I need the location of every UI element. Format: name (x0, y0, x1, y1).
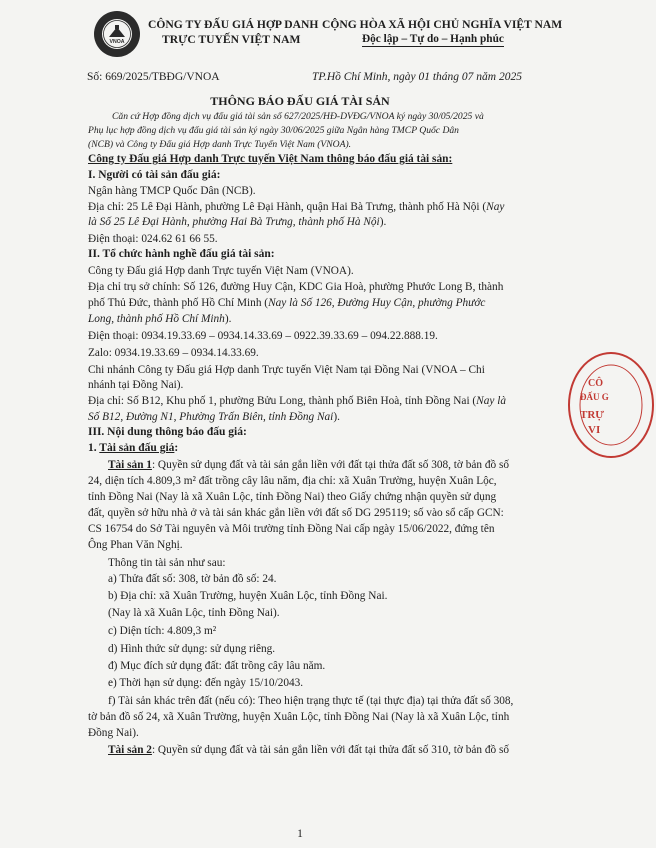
asset1-item-b-note: (Nay là xã Xuân Lộc, tỉnh Đồng Nai). (108, 607, 280, 619)
asset1-line4: đất, quyền sở hữu nhà ở và tài sản khác gắn liền với đất số DG 295119; số vào sổ cấp GCN: (88, 507, 504, 519)
intro-statement: Công ty Đấu giá Hợp danh Trực tuyến Việt Nam thông báo đấu giá tài sản: (88, 153, 453, 165)
owner-name: Ngân hàng TMCP Quốc Dân (NCB). (88, 185, 256, 197)
stamp-text: CÔ (588, 378, 603, 389)
asset1-item-d: d) Hình thức sử dụng: sử dụng riêng. (108, 643, 276, 655)
asset1-item-a: a) Thửa đất số: 308, tờ bản đồ số: 24. (108, 573, 277, 585)
asset1-info-heading: Thông tin tài sản như sau: (108, 557, 226, 569)
asset1-line3: tỉnh Đồng Nai (Nay là xã Xuân Lộc, tỉnh Đồng Nai) theo Giấy chứng nhận quyền sử dụng (88, 491, 497, 503)
company-logo (93, 10, 141, 58)
owner-phone: Điện thoại: 024.62 61 66 55. (88, 233, 218, 245)
section-heading-content: III. Nội dung thông báo đấu giá: (88, 426, 247, 438)
place-date: TP.Hồ Chí Minh, ngày 01 tháng 07 năm 2025 (312, 71, 522, 83)
asset1-line2: 24, diện tích 4.809,3 m² đất trồng cây lâu năm, địa chỉ: xã Xuân Trường, huyện Xuân Lộc, (88, 475, 497, 487)
owner-address-line1: Địa chỉ: 25 Lê Đại Hành, phường Lê Đại Hành, quận Hai Bà Trưng, thành phố Hà Nội (Nay (88, 201, 505, 213)
asset1-line6: Ông Phan Văn Nghị. (88, 539, 183, 551)
preamble-line: Căn cứ Hợp đồng dịch vụ đấu giá tài sản số 627/2025/HĐ-DVĐG/VNOA ký ngày 30/05/2025 và (112, 111, 484, 122)
asset1-item-f-line3: Đồng Nai). (88, 727, 139, 739)
org-address-line2: phố Thủ Đức, thành phố Hồ Chí Minh (Nay là Số 126, Đường Huy Cận, phường Phước (88, 297, 486, 309)
stamp-text: ĐẤU G (580, 392, 609, 402)
asset2-line1: Tài sản 2: Quyền sử dụng đất và tài sản gắn liền với đất tại thửa đất số 310, tờ bản đồ số (108, 744, 510, 756)
asset1-item-dd: đ) Mục đích sử dụng đất: đất trồng cây lâu năm. (108, 660, 326, 672)
asset1-item-f-line1: f) Tài sản khác trên đất (nếu có): Theo hiện trạng thực tế (tại thực địa) tại thửa đất số 308, (108, 695, 514, 707)
asset1-item-f-line2: tờ bản đồ số 24, xã Xuân Trường, huyện Xuân Lộc, tỉnh Đồng Nai (Nay là xã Xuân Lộc, tỉnh (88, 711, 510, 723)
branch-name-line1: Chi nhánh Công ty Đấu giá Hợp danh Trực tuyến Việt Nam tại Đồng Nai (VNOA – Chi (88, 364, 485, 376)
company-name-line2: TRỰC TUYẾN VIỆT NAM (162, 33, 301, 46)
branch-name-line2: nhánh tại Đồng Nai). (88, 379, 184, 391)
page-number: 1 (297, 828, 303, 840)
asset1-line5: CS 16754 do Sở Tài nguyên và Môi trường tỉnh Đồng Nai cấp ngày 15/06/2022, đứng tên (88, 523, 495, 535)
asset1-item-b: b) Địa chỉ: xã Xuân Trường, huyện Xuân Lộc, tỉnh Đồng Nai. (108, 590, 388, 602)
section-heading-owner: I. Người có tài sản đấu giá: (88, 169, 221, 181)
country-name: CỘNG HÒA XÃ HỘI CHỦ NGHĨA VIỆT NAM (322, 18, 563, 31)
asset1-item-c: c) Diện tích: 4.809,3 m² (108, 625, 217, 637)
org-phone: Điện thoại: 0934.19.33.69 – 0934.14.33.69 – 0922.39.33.69 – 094.22.888.19. (88, 330, 438, 342)
preamble-line: (NCB) và Công ty Đấu giá Hợp danh Trực Tuyến Việt Nam (VNOA). (88, 139, 352, 150)
org-address-line1: Địa chỉ trụ sở chính: Số 126, đường Huy Cận, KDC Gia Hoà, phường Phước Long B, thành (88, 281, 504, 293)
assets-heading: 1. Tài sản đấu giá: (88, 442, 179, 454)
org-address-line3: Long, thành phố Hồ Chí Minh). (88, 313, 232, 325)
owner-address-line2: là Số 25 Lê Đại Hành, phường Hai Bà Trưng, thành phố Hà Nội). (88, 216, 387, 228)
asset1-line1: Tài sản 1: Quyền sử dụng đất và tài sản gắn liền với đất tại thửa đất số 308, tờ bản đồ số (108, 459, 510, 471)
document-number: Số: 669/2025/TBĐG/VNOA (87, 71, 220, 83)
company-seal-stamp (566, 350, 656, 460)
preamble-line: Phụ lục hợp đồng dịch vụ đấu giá tài sản ký ngày 30/06/2025 giữa Ngân hàng TMCP Quốc Dân (88, 125, 459, 136)
org-name: Công ty Đấu giá Hợp danh Trực tuyến Việt Nam (VNOA). (88, 265, 354, 277)
logo-center-text: VNOA (109, 39, 125, 45)
company-name-line1: CÔNG TY ĐẤU GIÁ HỢP DANH (148, 18, 319, 31)
country-motto: Độc lập – Tự do – Hạnh phúc (362, 33, 504, 45)
branch-address-line1: Địa chỉ: Số B12, Khu phố 1, phường Bửu Long, thành phố Biên Hoà, tỉnh Đồng Nai (Nay là (88, 395, 506, 407)
section-heading-organization: II. Tổ chức hành nghề đấu giá tài sản: (88, 248, 275, 260)
org-zalo: Zalo: 0934.19.33.69 – 0934.14.33.69. (88, 347, 259, 359)
document-title: THÔNG BÁO ĐẤU GIÁ TÀI SẢN (210, 94, 390, 108)
branch-address-line2: Số B12, Đường N1, Phường Trấn Biên, tỉnh Đồng Nai). (88, 411, 340, 423)
asset1-item-e: e) Thời hạn sử dụng: đến ngày 15/10/2043. (108, 677, 304, 689)
stamp-text: VI (588, 424, 601, 436)
stamp-text: TRỰ (580, 409, 605, 421)
